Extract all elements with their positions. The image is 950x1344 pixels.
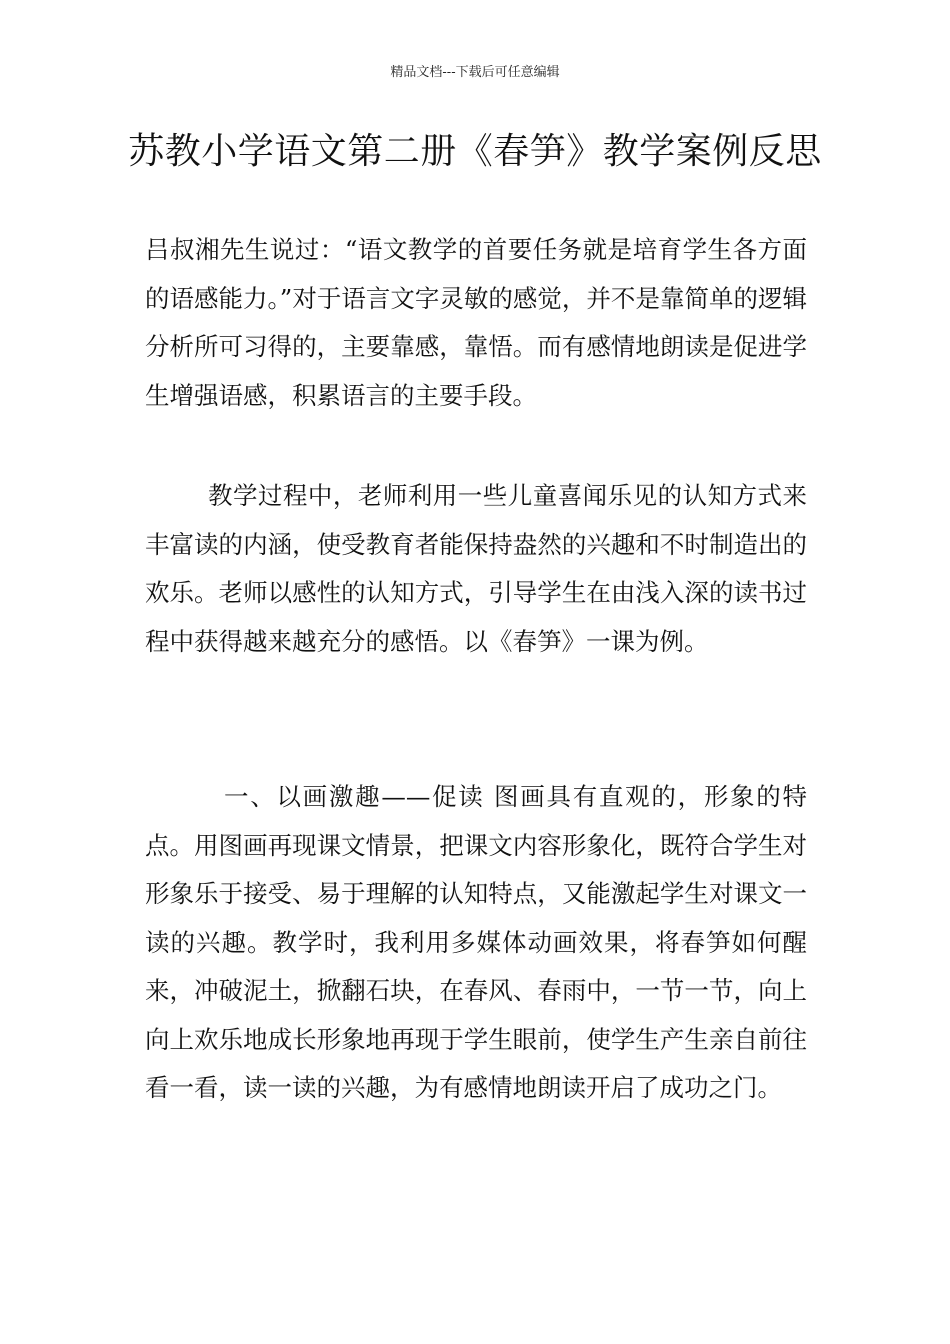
paragraph-intro: 吕叔湘先生说过：“语文教学的首要任务就是培育学生各方面的语感能力。”对于语言文字灵敏的感觉，并不是靠简单的逻辑分析所可习得的，主要靠感，靠悟。而有感情地朗读是促进学生增强语感，积累语言的主要手段。 (145, 235, 807, 410)
paragraph-section-one: 一、以画激趣——促读 图画具有直观的，形象的特点。用图画再现课文情景，把课文内容形象化，既符合学生对形象乐于接受、易于理解的认知特点，又能激起学生对课文一读的兴趣。教学时，我利用多媒体动画效果，将春笋如何醒来，冲破泥土，掀翻石块，在春风、春雨中，一节一节，向上向上欢乐地成长形象地再现于学生眼前，使学生产生亲自前往看一看，读一读的兴趣，为有感情地朗读开启了成功之门。 (145, 782, 807, 1102)
page-header: 精品文档---下载后可任意编辑 (390, 65, 560, 80)
document-title: 苏教小学语文第二册《春笋》教学案例反思 (128, 131, 822, 172)
paragraph-teaching-process: 教学过程中，老师利用一些儿童喜闻乐见的认知方式来丰富读的内涵，使受教育者能保持盎然的兴趣和不时制造出的欢乐。老师以感性的认知方式，引导学生在由浅入深的读书过程中获得越来越充分的感悟。以《春笋》一课为例。 (145, 481, 807, 656)
